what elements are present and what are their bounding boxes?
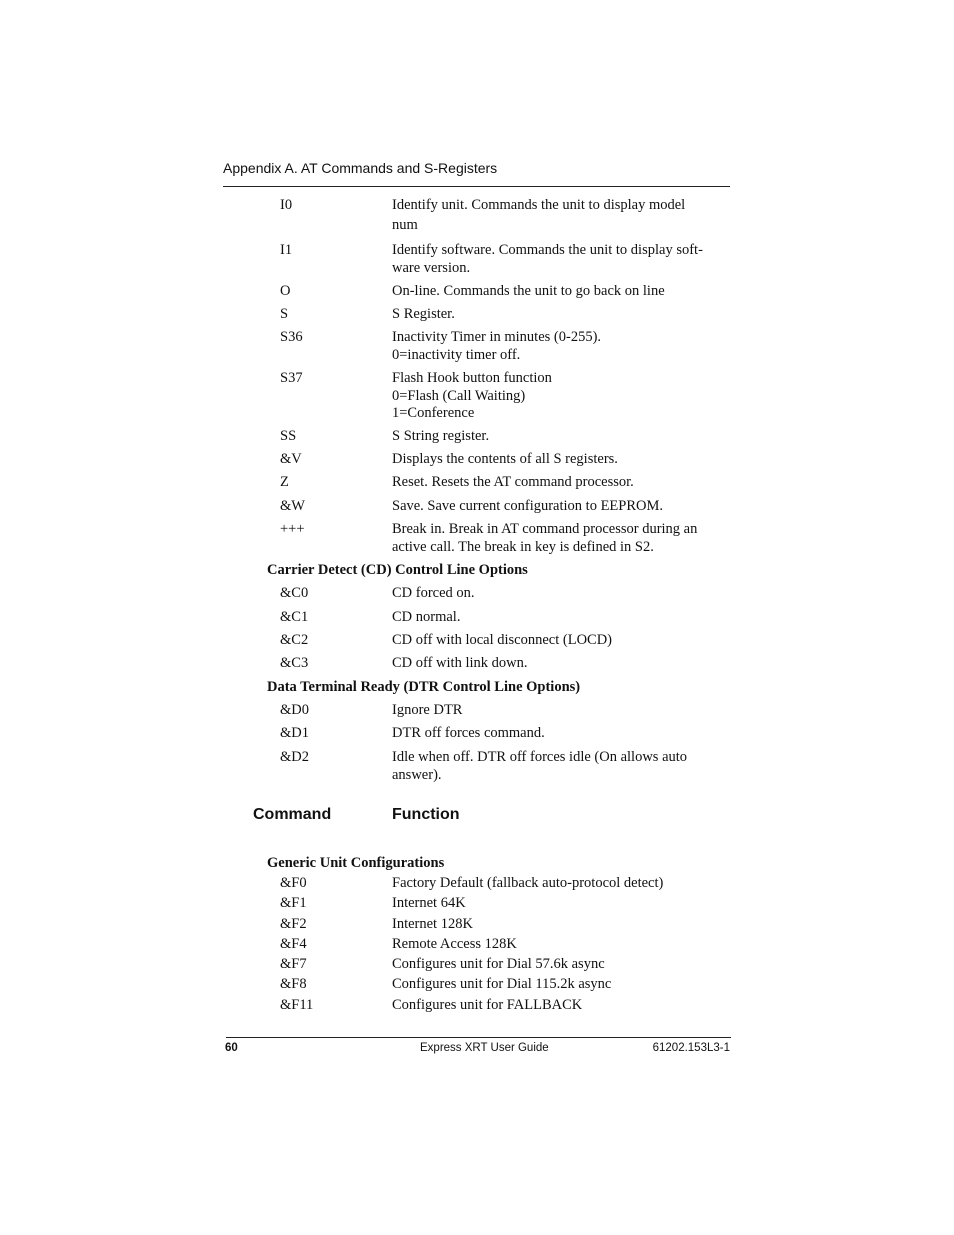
command-code: &D2 (280, 749, 309, 765)
footer-doc-number: 61202.153L3-1 (652, 1042, 730, 1054)
section-heading-generic-unit: Generic Unit Configurations (267, 855, 445, 871)
running-header: Appendix A. AT Commands and S-Registers (223, 160, 498, 176)
command-description (392, 283, 732, 301)
footer-guide-title: Express XRT User Guide (420, 1042, 549, 1054)
command-description: Remote Access 128K (392, 936, 517, 952)
description-line: Save. Save current configuration to EEPROM. (392, 498, 664, 514)
command-description: Internet 128K (392, 916, 473, 932)
command-code: +++ (280, 521, 305, 537)
command-description (392, 749, 732, 784)
command-description (392, 498, 732, 516)
command-description: Factory Default (fallback auto-protocol detect) (392, 875, 664, 891)
command-description: Configures unit for Dial 115.2k async (392, 976, 612, 992)
description-line: Ignore DTR (392, 702, 463, 718)
command-code: I1 (280, 242, 293, 258)
command-description (392, 329, 732, 364)
command-code: SS (280, 428, 297, 444)
description-line: Identify software. Commands the unit to display soft- (392, 242, 703, 258)
command-code: &C0 (280, 585, 309, 601)
section-heading-carrier-detect: Carrier Detect (CD) Control Line Options (267, 562, 528, 578)
command-description: CD normal. (392, 609, 461, 625)
command-description (392, 521, 732, 556)
command-code: &V (280, 451, 302, 467)
command-code: S (280, 306, 289, 322)
description-line: Identify unit. Commands the unit to display model (392, 197, 686, 213)
description-line: S Register. (392, 306, 455, 322)
description-line: Displays the contents of all S registers. (392, 451, 618, 467)
command-description (392, 725, 732, 743)
command-description (392, 197, 732, 234)
command-code: &C3 (280, 655, 309, 671)
description-line: active call. The break in key is defined in S2. (392, 538, 654, 555)
command-code: &D1 (280, 725, 309, 741)
command-description (392, 306, 732, 324)
command-code: &W (280, 498, 305, 514)
command-code: &F4 (280, 936, 307, 952)
column-header-command: Command (253, 806, 332, 823)
command-code: &F2 (280, 916, 307, 932)
description-line: Inactivity Timer in minutes (0-255). (392, 329, 602, 345)
description-line: 0=Flash (Call Waiting) (392, 387, 526, 404)
column-header-function: Function (392, 806, 460, 823)
description-line: ware version. (392, 259, 471, 276)
command-description (392, 474, 732, 492)
description-line: Idle when off. DTR off forces idle (On allows auto (392, 749, 688, 765)
description-line: Flash Hook button function (392, 370, 552, 386)
command-description (392, 451, 732, 469)
command-code: &F8 (280, 976, 307, 992)
command-code: S36 (280, 329, 303, 345)
description-line: Reset. Resets the AT command processor. (392, 474, 634, 490)
command-code: &F11 (280, 997, 314, 1013)
description-line: num (392, 216, 418, 233)
section-heading-dtr: Data Terminal Ready (DTR Control Line Options) (267, 679, 581, 695)
command-description (392, 370, 732, 423)
command-code: I0 (280, 197, 293, 213)
command-code: Z (280, 474, 289, 490)
command-code: &C1 (280, 609, 309, 625)
page-number: 60 (225, 1042, 238, 1054)
header-rule (223, 186, 730, 187)
description-line: 0=inactivity timer off. (392, 346, 521, 363)
command-description (392, 242, 732, 277)
command-description: Internet 64K (392, 895, 466, 911)
command-code: &C2 (280, 632, 309, 648)
description-line: DTR off forces command. (392, 725, 545, 741)
command-description: CD forced on. (392, 585, 475, 601)
description-line: Break in. Break in AT command processor during an (392, 521, 698, 537)
description-line: On-line. Commands the unit to go back on line (392, 283, 665, 299)
command-description: Configures unit for Dial 57.6k async (392, 956, 605, 972)
description-line: 1=Conference (392, 405, 475, 421)
command-description (392, 702, 732, 720)
command-description: Configures unit for FALLBACK (392, 997, 583, 1013)
description-line: answer). (392, 766, 442, 783)
command-code: &F0 (280, 875, 307, 891)
command-code: S37 (280, 370, 303, 386)
command-code: O (280, 283, 291, 299)
command-code: &F1 (280, 895, 307, 911)
footer-rule (226, 1037, 731, 1038)
command-code: &D0 (280, 702, 309, 718)
command-code: &F7 (280, 956, 307, 972)
command-description (392, 428, 732, 446)
description-line: S String register. (392, 428, 490, 444)
command-description: CD off with link down. (392, 655, 528, 671)
command-description: CD off with local disconnect (LOCD) (392, 632, 613, 648)
